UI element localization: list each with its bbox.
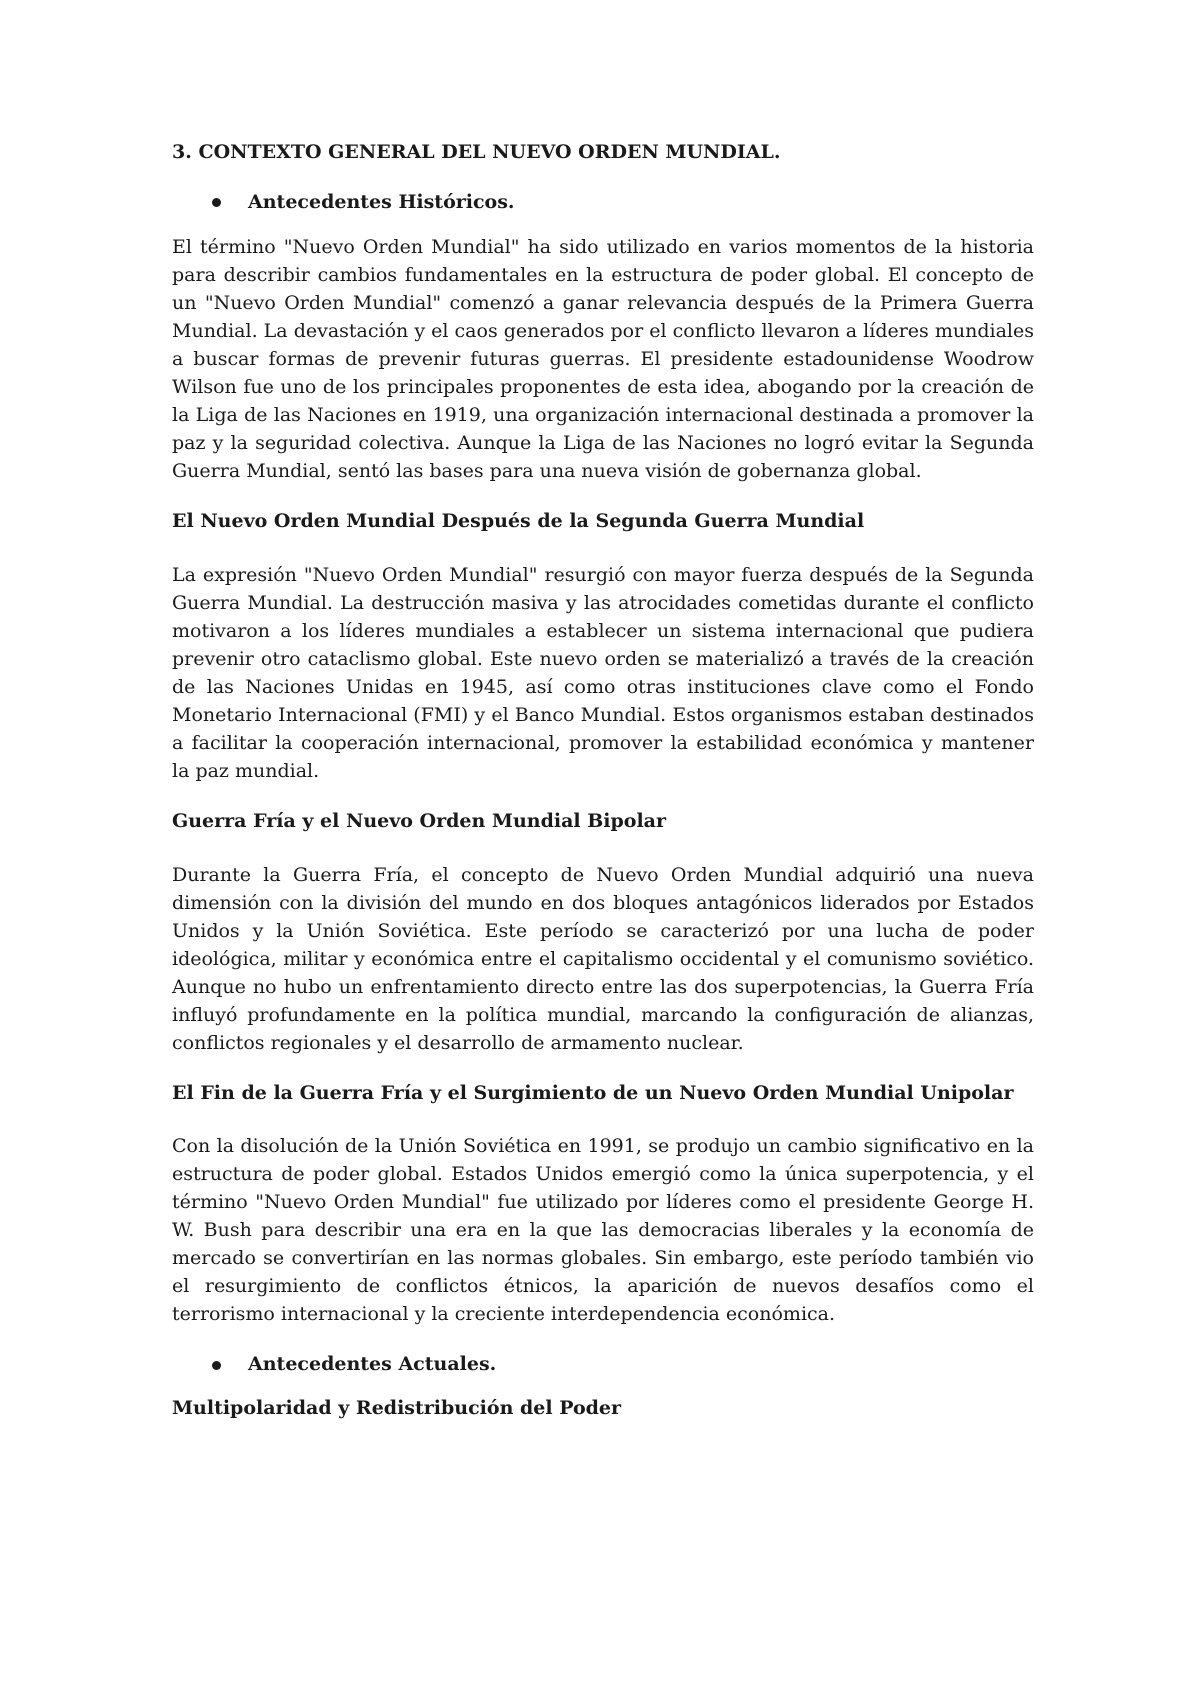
paragraph-cold-war: Durante la Guerra Fría, el concepto de Nuevo Orden Mundial adquirió una nueva dimensión con la división del mundo en dos bloques antagónicos liderados por Estados Unidos y la Unión Soviética. Este período se caracterizó por una lucha de poder ideológica, militar y económica entre el capitalismo occidental y el comunismo soviético. Aunque no hubo un enfrentamiento directo entre las dos superpotencias, la Guerra Fría influyó profundamente en la política mundial, marcando la configuración de alianzas, conflictos regionales y el desarrollo de armamento nuclear. [172, 863, 1034, 1054]
paragraph-unipolar: Con la disolución de la Unión Soviética en 1991, se produjo un cambio significativo en la estructura de poder global. Estados Unidos emergió como la única superpotencia, y el término "Nuevo Orden Mundial" fue utilizado por líderes como el presidente George H. W. Bush para describir una era en la que las democracias liberales y la economía de mercado se convertirían en las normas globales. Sin embargo, este período también vio el resurgimiento de conflictos étnicos, la aparición de nuevos desafíos como el terrorismo internacional y la creciente interdependencia económica. [172, 1135, 1034, 1326]
bullet-heading-current [172, 1352, 1034, 1378]
document-page [172, 140, 1034, 1447]
bullet-heading-label: Antecedentes Históricos. [248, 190, 515, 213]
bullet-icon [212, 1361, 221, 1370]
bullet-icon [212, 198, 221, 207]
section-heading-unipolar: El Fin de la Guerra Fría y el Surgimiento de un Nuevo Orden Mundial Unipolar [172, 1081, 1014, 1104]
bullet-heading-historical [172, 190, 1034, 216]
bullet-heading-label: Antecedentes Actuales. [248, 1353, 497, 1376]
section-heading-post-wwii: El Nuevo Orden Mundial Después de la Segunda Guerra Mundial [172, 510, 865, 533]
paragraph-post-wwii: La expresión "Nuevo Orden Mundial" resurgió con mayor fuerza después de la Segunda Guerra Mundial. La destrucción masiva y las atrocidades cometidas durante el conflicto motivaron a los líderes mundiales a establecer un sistema internacional que pudiera prevenir otro cataclismo global. Este nuevo orden se materializó a través de la creación de las Naciones Unidas en 1945, así como otras instituciones clave como el Fondo Monetario Internacional (FMI) y el Banco Mundial. Estos organismos estaban destinados a facilitar la cooperación internacional, promover la estabilidad económica y mantener la paz mundial. [172, 563, 1034, 782]
paragraph-historical: El término "Nuevo Orden Mundial" ha sido utilizado en varios momentos de la historia para describir cambios fundamentales en la estructura de poder global. El concepto de un "Nuevo Orden Mundial" comenzó a ganar relevancia después de la Primera Guerra Mundial. La devastación y el caos generados por el conflicto llevaron a líderes mundiales a buscar formas de prevenir futuras guerras. El presidente estadounidense Woodrow Wilson fue uno de los principales proponentes de esta idea, abogando por la creación de la Liga de las Naciones en 1919, una organización internacional destinada a promover la paz y la seguridad colectiva. Aunque la Liga de las Naciones no logró evitar la Segunda Guerra Mundial, sentó las bases para una nueva visión de gobernanza global. [172, 236, 1034, 483]
section-heading-cold-war: Guerra Fría y el Nuevo Orden Mundial Bipolar [172, 809, 666, 832]
section-heading-multipolarity: Multipolaridad y Redistribución del Poder [172, 1396, 622, 1419]
document-heading: 3. CONTEXTO GENERAL DEL NUEVO ORDEN MUNDIAL. [172, 141, 781, 163]
